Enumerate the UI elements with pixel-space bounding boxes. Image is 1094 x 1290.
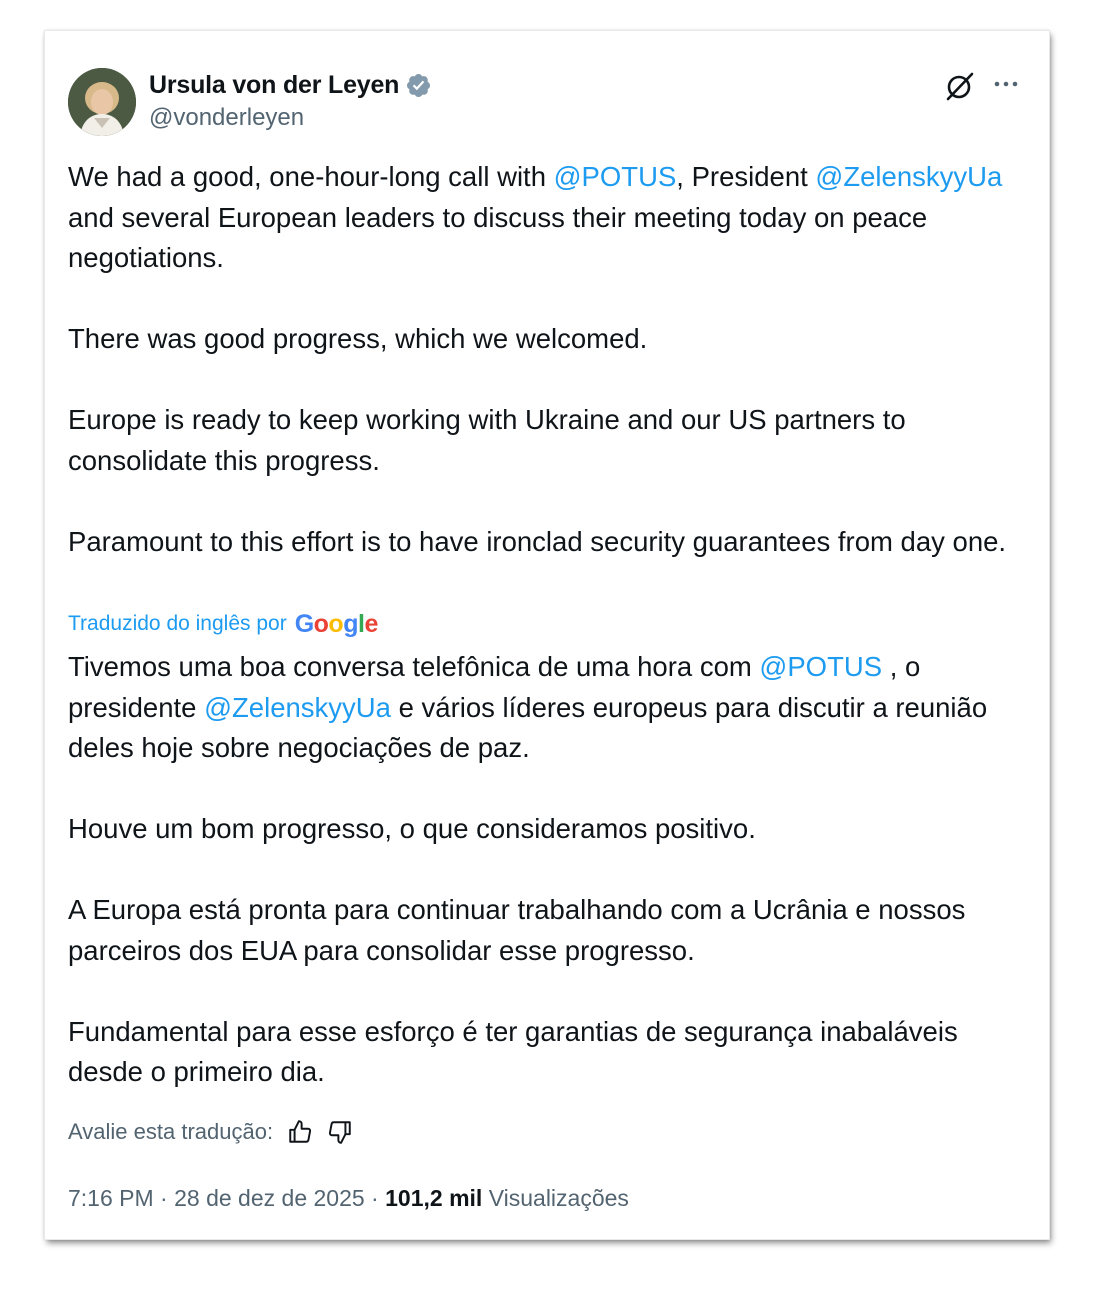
text-paragraph <box>68 1012 1028 1093</box>
text-segment: Houve um bom progresso, o que consideramos positivo. <box>68 813 756 844</box>
thumbs-down-icon[interactable] <box>327 1119 353 1145</box>
author-handle[interactable]: @vonderleyen <box>149 104 305 131</box>
translated-text <box>68 647 1028 1093</box>
mention-link[interactable]: @POTUS <box>759 651 883 682</box>
text-segment: and several European leaders to discuss their meeting today on peace negotiations. <box>68 201 928 273</box>
rate-translation-row <box>68 1116 353 1148</box>
text-segment: Tivemos uma boa conversa telefônica de uma hora com <box>68 651 760 682</box>
meta-separator: · <box>153 1184 175 1211</box>
more-icon[interactable] <box>991 69 1021 99</box>
google-logo-icon[interactable]: Google <box>294 609 378 638</box>
text-segment: , President <box>676 161 816 192</box>
verified-badge-icon[interactable] <box>405 72 432 99</box>
translation-attribution <box>68 608 378 640</box>
text-segment: , o presidente <box>68 651 921 723</box>
text-paragraph <box>68 647 1028 769</box>
mention-link[interactable]: @ZelenskyyUa <box>204 691 391 723</box>
tweet-card <box>45 31 1049 1239</box>
avatar[interactable] <box>68 68 136 136</box>
text-paragraph <box>68 400 1028 481</box>
tweet-date[interactable]: 28 de dez de 2025 <box>174 1184 365 1211</box>
text-paragraph <box>68 522 1028 563</box>
tweet-text <box>68 157 1028 562</box>
thumbs-up-icon[interactable] <box>287 1119 313 1145</box>
display-name[interactable]: Ursula von der Leyen <box>149 70 400 99</box>
author-name-row <box>149 69 432 101</box>
text-segment: Paramount to this effort is to have ironclad security guarantees from day one. <box>68 525 1007 557</box>
mention-link[interactable]: @POTUS <box>553 161 677 192</box>
text-segment: A Europa está pronta para continuar trabalhando com a Ucrânia e nossos parceiros dos EUA para consolidar esse progresso. <box>68 894 966 966</box>
text-segment: We had a good, one-hour-long call with <box>68 161 554 192</box>
views-count: 101,2 mil <box>385 1184 483 1211</box>
text-paragraph <box>68 809 1028 850</box>
tweet-time[interactable]: 7:16 PM <box>68 1184 154 1211</box>
meta-separator: · <box>364 1184 386 1211</box>
text-paragraph <box>68 157 1028 279</box>
grok-icon[interactable] <box>943 69 977 103</box>
text-segment: e vários líderes europeus para discutir a reunião deles hoje sobre negociações de paz. <box>68 691 988 763</box>
translation-label: Traduzido do inglês por <box>68 612 287 635</box>
mention-link[interactable]: @ZelenskyyUa <box>815 161 1003 192</box>
rate-translation-label: Avalie esta tradução: <box>68 1119 274 1144</box>
views-label[interactable]: Visualizações <box>488 1184 629 1211</box>
text-paragraph <box>68 890 1028 971</box>
tweet-meta <box>68 1181 629 1215</box>
text-segment: Fundamental para esse esforço é ter garantias de segurança inabaláveis desde o primeiro dia. <box>68 1015 958 1087</box>
text-segment: Europe is ready to keep working with Ukraine and our US partners to consolidate this progress. <box>68 404 906 476</box>
text-segment: There was good progress, which we welcomed. <box>68 323 648 354</box>
text-paragraph <box>68 319 1028 360</box>
